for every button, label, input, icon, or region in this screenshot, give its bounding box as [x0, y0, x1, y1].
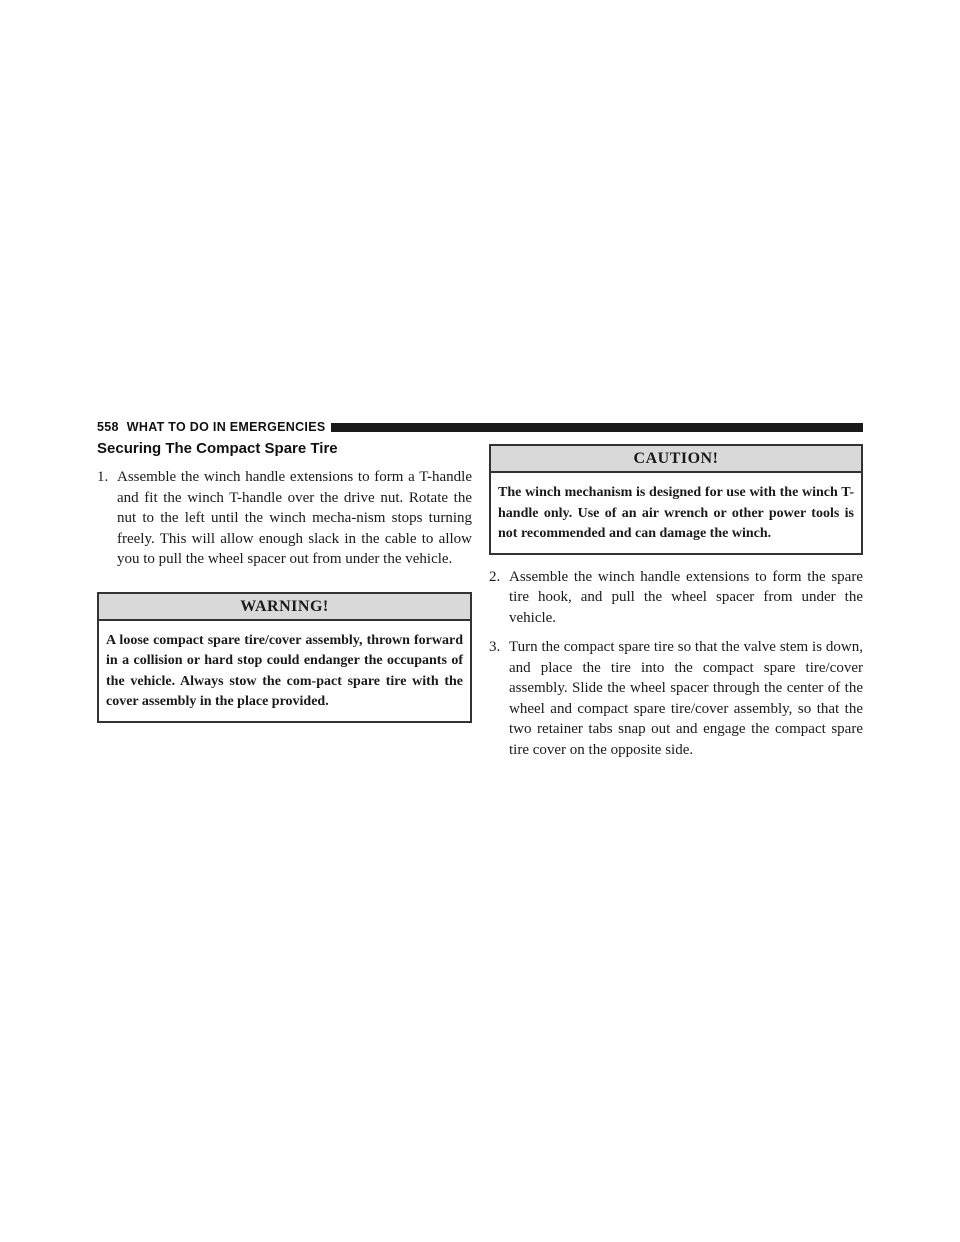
step-1-number: 1.: [97, 469, 109, 485]
step-1-text: Assemble the winch handle extensions to form a T-handle and fit the winch T-handle over the drive nut. Rotate the nut to the left until the winch mecha-nism stops turning freely. This will allow enough slack in the cable to allow you to pull the wheel spacer out from under the vehicle.: [117, 469, 472, 567]
step-3-text: Turn the compact spare tire so that the valve stem is down, and place the tire into the compact spare tire/cover assembly. Slide the wheel spacer through the center of the wheel and compact spare tire/cover assembly, so that the two retainer tabs snap out and engage the compact spare tire cover on the opposite side.: [509, 639, 863, 758]
left-column: [97, 440, 472, 723]
caution-title: CAUTION!: [491, 446, 861, 473]
warning-box: [97, 592, 472, 723]
step-2-number: 2.: [489, 568, 501, 585]
section-heading: Securing The Compact Spare Tire: [97, 440, 338, 457]
step-2: [489, 567, 863, 629]
caution-box: [489, 444, 863, 555]
page-header: [97, 419, 863, 435]
warning-title: WARNING!: [99, 594, 470, 621]
section-title: WHAT TO DO IN EMERGENCIES: [126, 420, 326, 434]
warning-body: A loose compact spare tire/cover assembly, thrown forward in a collision or hard stop could endanger the occupants of the vehicle. Always stow the com-pact spare tire with the cover assembly in the place provided.: [106, 632, 463, 709]
page-number: 558: [97, 420, 119, 434]
step-3-number: 3.: [489, 639, 501, 655]
caution-body: The winch mechanism is designed for use with the winch T-handle only. Use of an air wrench or other power tools is not recommended and can damage the winch.: [498, 485, 854, 541]
step-3: [489, 637, 863, 760]
step-1: [97, 467, 472, 570]
header-rule: [331, 423, 863, 432]
step-2-text: Assemble the winch handle extensions to form the spare tire hook, and pull the wheel spacer from under the vehicle.: [509, 568, 863, 626]
right-column: [489, 444, 863, 760]
